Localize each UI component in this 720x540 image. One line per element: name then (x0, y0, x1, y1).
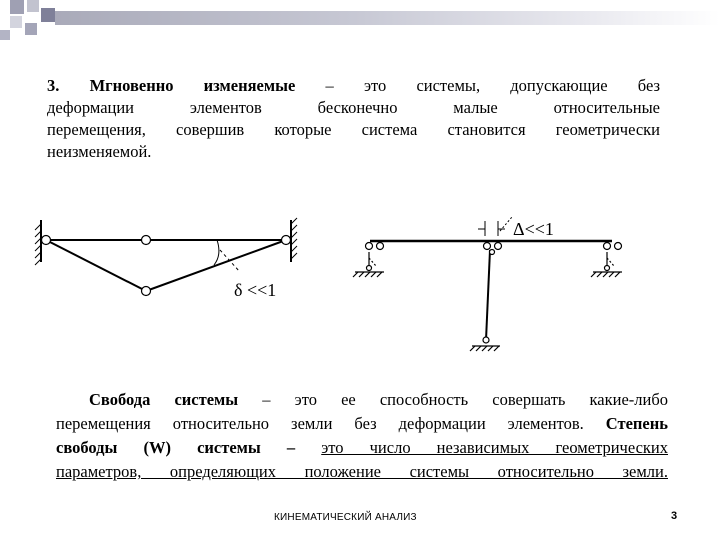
paragraph-dash: – (286, 438, 296, 457)
paragraph-line: деформации элементов бесконечно малые относительные (47, 98, 660, 117)
paragraph-line (56, 460, 668, 484)
term-instantaneously-changeable: Мгновенно изменяемые (89, 76, 296, 95)
item-number: 3. (47, 76, 60, 95)
paragraph-line (56, 436, 668, 460)
underlined-text: это число независимых геометрических (321, 438, 669, 457)
term-system-freedom: Свобода системы (89, 390, 239, 409)
term-degree-of-freedom: свободы (W) системы (56, 438, 261, 457)
paragraph-text: – это системы, допускающие без (325, 76, 661, 95)
right-frame-figure (353, 217, 622, 351)
small-displacement-label: Δ<<1 (513, 219, 554, 239)
page-number: 3 (671, 510, 678, 522)
paragraph-line (56, 412, 668, 436)
term-degree: Степень (605, 414, 668, 433)
paragraph-line: перемещения, совершив которые система становится геометрически (47, 120, 660, 139)
slide-footer-title: КИНЕМАТИЧЕСКИЙ АНАЛИЗ (274, 512, 417, 523)
paragraph-line (56, 388, 668, 412)
small-angle-label: δ <<1 (234, 280, 277, 300)
paragraph-line: неизменяемой. (47, 142, 152, 161)
freedom-definition-paragraph (56, 388, 668, 484)
underlined-text: параметров, определяющих положение системы относительно земли. (56, 462, 668, 481)
paragraph-text: перемещения относительно земли без деформации элементов. (56, 414, 584, 433)
paragraph-text: – это ее способность совершать какие-либо (262, 390, 669, 409)
